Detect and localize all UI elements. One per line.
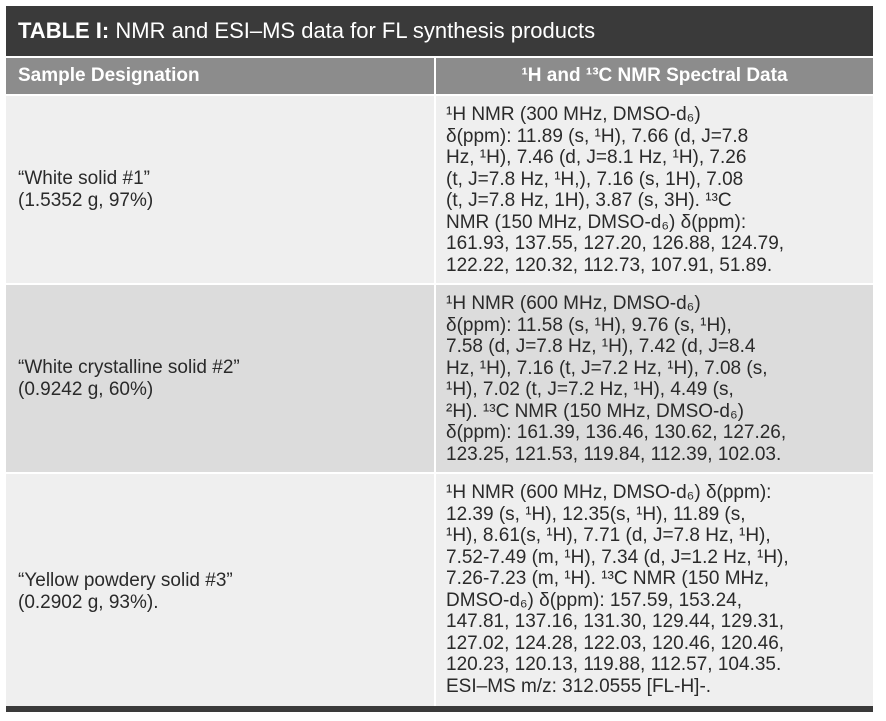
- sample-designation: “White crystalline solid #2” (0.9242 g, 60%): [18, 356, 240, 400]
- header-sample-designation: Sample Designation: [6, 58, 436, 94]
- table-header-row: [6, 56, 873, 94]
- table-row: [6, 94, 873, 283]
- table-title-text: NMR and ESI–MS data for FL synthesis products: [109, 18, 596, 43]
- table-title-label: TABLE I:: [18, 18, 110, 43]
- nmr-data-table: [6, 6, 873, 712]
- table-title: [6, 6, 873, 56]
- table-row: [6, 283, 873, 472]
- table-bottom-rule: [6, 706, 873, 712]
- table-row: [6, 472, 873, 709]
- sample-cell: [6, 285, 436, 472]
- sample-cell: [6, 474, 436, 709]
- header-nmr-spectral-data: ¹H and ¹³C NMR Spectral Data: [521, 65, 788, 86]
- sample-designation: “White solid #1” (1.5352 g, 97%): [18, 167, 154, 211]
- spectral-data-cell: ¹H NMR (300 MHz, DMSO-d₆) δ(ppm): 11.89 (s, ¹H), 7.66 (d, J=7.8 Hz, ¹H), 7.46 (d, J=8.1 Hz, ¹H), 7.26 (t, J=7.8 Hz, ¹H,), 7.16 (s, 1H), 7.08 (t, J=7.8 Hz, 1H), 3.87 (s, 3H). ¹³C NMR (150 MHz, DMSO-d₆) δ(ppm): 161.93, 137.55, 127.20, 126.88, 124.79, 122.22, 120.32, 112.73, 107.91, 51.89.: [446, 104, 785, 276]
- spectral-data-cell: ¹H NMR (600 MHz, DMSO-d₆) δ(ppm): 12.39 (s, ¹H), 12.35(s, ¹H), 11.89 (s, ¹H), 8.61(s, ¹H), 7.71 (d, J=7.8 Hz, ¹H), 7.52-7.49 (m, ¹H), 7.34 (d, J=1.2 Hz, ¹H), 7.26-7.23 (m, ¹H). ¹³C NMR (150 MHz, DMSO-d₆) δ(ppm): 157.59, 153.24, 147.81, 137.16, 131.30, 129.44, 129.31, 127.02, 124.28, 122.03, 120.46, 120.46, 120.23, 120.13, 119.88, 112.57, 104.35. ESI–MS m/z: 312.0555 [FL-H]-.: [446, 482, 789, 697]
- sample-designation: “Yellow powdery solid #3” (0.2902 g, 93%).: [18, 569, 233, 613]
- spectral-data-cell: ¹H NMR (600 MHz, DMSO-d₆) δ(ppm): 11.58 (s, ¹H), 9.76 (s, ¹H), 7.58 (d, J=7.8 Hz, ¹H), 7.42 (d, J=8.4 Hz, ¹H), 7.16 (t, J=7.2 Hz, ¹H), 7.08 (s, ¹H), 7.02 (t, J=7.2 Hz, ¹H), 4.49 (s, ²H). ¹³C NMR (150 MHz, DMSO-d₆) δ(ppm): 161.39, 136.46, 130.62, 127.26, 123.25, 121.53, 119.84, 112.39, 102.03.: [446, 293, 787, 465]
- sample-cell: [6, 96, 436, 283]
